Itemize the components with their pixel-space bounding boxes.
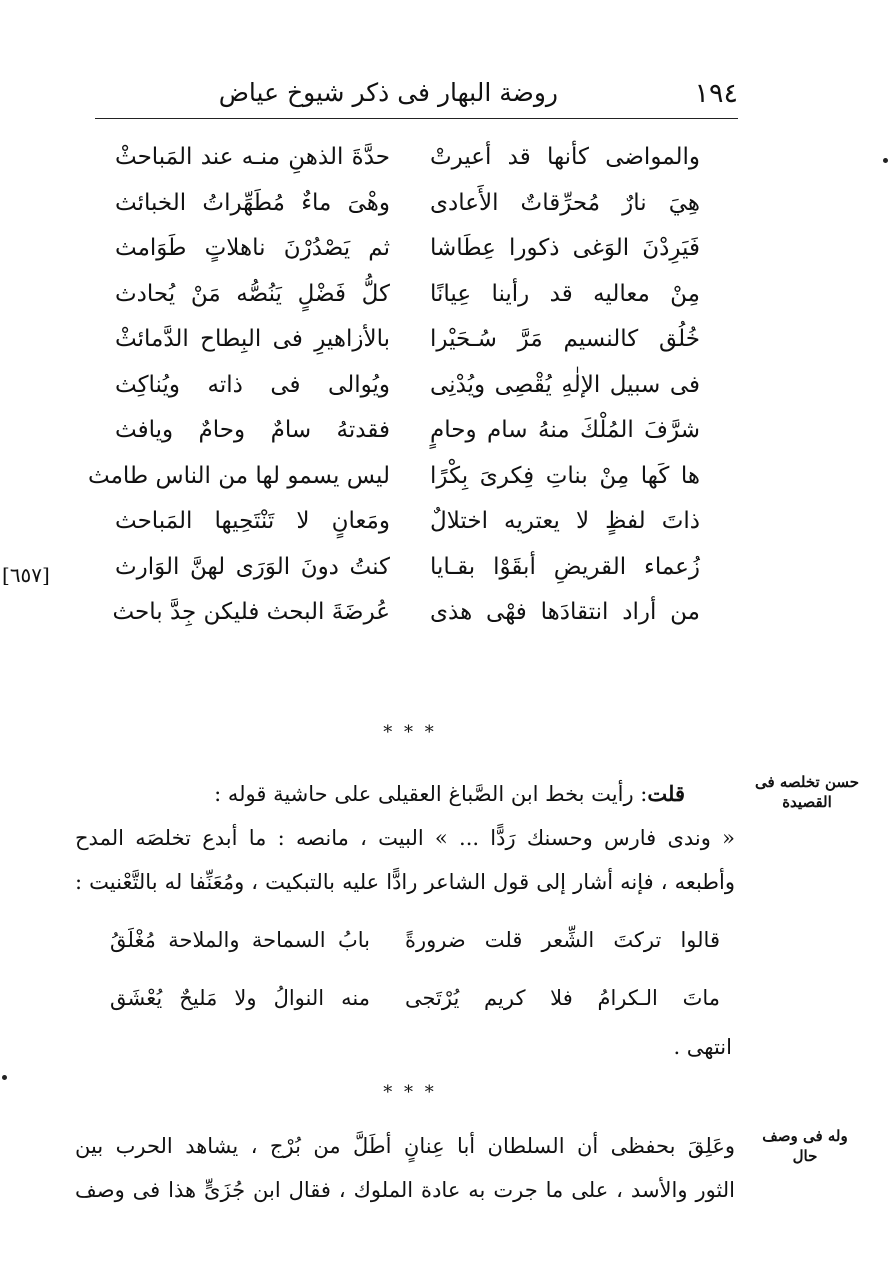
verse-first-hemistich: زُعماء القريضِ أبقَوْا بقـايا: [430, 553, 700, 580]
poem-verses: [87, 140, 738, 641]
verse-row: [95, 322, 738, 368]
verse-first-hemistich: مِنْ معاليه قد رأينا عِيانًا: [430, 280, 700, 307]
verse-row: [95, 231, 738, 277]
paragraph-text: : رأيت بخط ابن الصَّباغ العقيلى على حاشية قوله :: [214, 782, 648, 806]
verse-first-hemistich: قالوا تركتَ الشِّعر قلت ضرورةً: [405, 928, 720, 952]
section-separator: * * *: [383, 1082, 437, 1103]
paragraph-line: وأطبعه ، فإنه أشار إلى قول الشاعر رادًّا عليه بالتبكيت ، ومُعَنِّفا له بالتَّعْنيت :: [75, 870, 735, 894]
verse-first-hemistich: ماتَ الـكرامُ فلا كريم يُرْتَجى: [405, 986, 720, 1010]
verse-first-hemistich: من أراد انتقادَها فهْى هذى: [430, 599, 700, 625]
margin-page-reference: [٦٥٧]: [2, 563, 50, 587]
verse-first-hemistich: ذاتَ لفظٍ لا يعتريه اختلالٌ: [430, 508, 700, 534]
verse-second-hemistich: ويُوالى فى ذاته ويُناكِث: [115, 371, 390, 398]
paragraph-line: [75, 772, 735, 816]
verse-second-hemistich: بابُ السماحة والملاحة مُغْلَقُ: [110, 928, 370, 952]
quoted-verse-row: [100, 986, 720, 1034]
side-note: وله فى وصف حال: [762, 1127, 848, 1165]
quoted-verse-row: [100, 928, 720, 976]
verse-row: [95, 413, 738, 459]
verse-row: [87, 459, 738, 505]
verse-first-hemistich: خُلُق كالنسيم مَرَّ سُـحَيْرا: [430, 326, 700, 352]
verse-first-hemistich: والمواضى كأنها قد أعيرتْ: [430, 144, 700, 170]
paragraph-line: الثور والأسد ، على ما جرت به عادة الملوك ، فقال ابن جُزَىٍّ هذا فى وصف: [75, 1178, 736, 1202]
verse-second-hemistich: كنتُ دونَ الوَرَى لهنَّ الوَارث: [115, 553, 390, 580]
verse-second-hemistich: حدَّةَ الذهنِ منـه عند المَباحثْ: [115, 144, 390, 170]
section-separator: * * *: [383, 722, 437, 743]
header-rule: [95, 118, 738, 119]
side-note: حسن تخلصه فى القصيدة: [754, 773, 860, 811]
paragraph-lead-word: قلت: [647, 781, 685, 806]
verse-row: [95, 504, 738, 550]
verse-row: [95, 550, 738, 596]
verse-second-hemistich: ليس يسمو لها من الناس طامث: [87, 462, 390, 489]
verse-row: [95, 368, 738, 414]
paragraph-line: وعَلِقَ بحفظى أن السلطان أبا عِنانٍ أطَلَّ من بُرْج ، يشاهد الحرب بين: [75, 1134, 735, 1158]
scan-speck: [883, 158, 888, 163]
verse-second-hemistich: بالأزاهيرِ فى البِطاح الدَّمائثْ: [115, 326, 390, 352]
verse-second-hemistich: منه النوالُ ولا مَليحٌ يُعْشَق: [110, 986, 370, 1010]
verse-first-hemistich: فى سبيل الإلٰهِ يُقْصِى ويُدْنِى: [430, 371, 700, 398]
verse-first-hemistich: ها كَها مِنْ بناتِ فِكرىَ بِكْرًا: [430, 462, 700, 489]
verse-row: [95, 595, 738, 641]
verse-second-hemistich: ومَعانٍ لا تَنْتَحِيها المَباحث: [115, 508, 390, 534]
verse-first-hemistich: شرَّفَ المُلْكَ منهُ سام وحامٍ: [430, 417, 700, 443]
verse-first-hemistich: هِيَ نارٌ مُحرِّقاتٌ الأَعادى: [430, 189, 700, 216]
page-number: ١٩٤: [694, 78, 738, 109]
paragraph-line: « وندى فارس وحسنك رَدًّا ... » البيت ، مانصه : ما أبدع تخلصَه المدح: [75, 826, 735, 850]
verse-first-hemistich: فَيَرِدْنَ الوَغى ذكورا عِطَاشا: [430, 235, 700, 261]
verse-second-hemistich: وهْىَ ماءٌ مُطَهِّراتُ الخبائث: [115, 189, 390, 216]
verse-second-hemistich: ثم يَصْدُرْنَ ناهلاتٍ طَوَامث: [115, 235, 390, 261]
scan-speck: [2, 1075, 7, 1080]
running-title: روضة البهار فى ذكر شيوخ عياض: [218, 78, 558, 107]
closing-word: انتهى .: [673, 1035, 732, 1059]
page-header: [95, 72, 738, 116]
verse-row: [95, 186, 738, 232]
verse-second-hemistich: عُرضَةَ البحث فليكن جِدَّ باحث: [112, 599, 390, 625]
verse-row: [95, 277, 738, 323]
verse-second-hemistich: فقدتهُ سامٌ وحامٌ ويافث: [115, 417, 390, 443]
verse-second-hemistich: كلُّ فَضْلٍ يَنُصُّه مَنْ يُحادث: [115, 280, 390, 307]
verse-row: [95, 140, 738, 186]
